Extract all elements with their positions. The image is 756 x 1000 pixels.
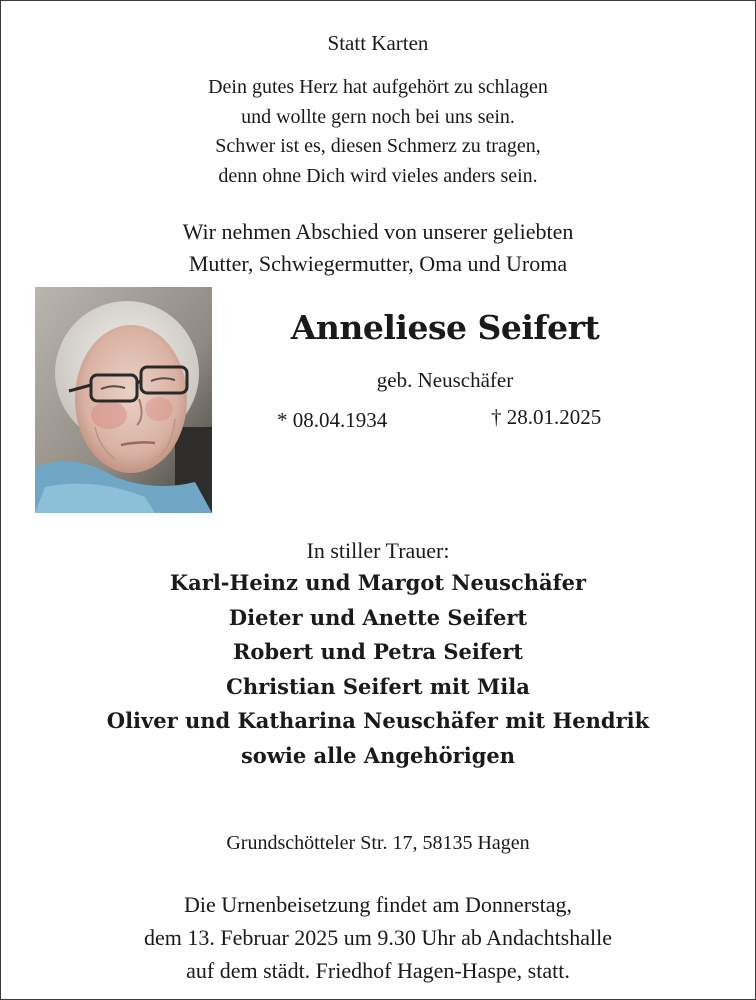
birth-date: * 08.04.1934 bbox=[277, 408, 388, 432]
memorial-poem bbox=[0, 73, 756, 191]
funeral-line: dem 13. Februar 2025 um 9.30 Uhr ab Andachtshalle bbox=[143, 925, 612, 950]
maiden-name: geb. Neuschäfer bbox=[376, 368, 514, 392]
funeral-line: Die Urnenbeisetzung findet am Donnerstag, bbox=[184, 892, 572, 917]
poem-line: und wollte gern noch bei uns sein. bbox=[241, 105, 515, 128]
deceased-portrait-photo bbox=[35, 287, 212, 513]
mourner-entry: sowie alle Angehörigen bbox=[240, 742, 516, 768]
poem-line: Dein gutes Herz hat aufgehört zu schlagen bbox=[208, 76, 548, 98]
portrait-image bbox=[35, 287, 212, 513]
mourners-list bbox=[0, 566, 756, 773]
poem-line: Schwer ist es, diesen Schmerz zu tragen, bbox=[215, 135, 541, 157]
intro-line: Mutter, Schwiegermutter, Oma und Uroma bbox=[188, 251, 568, 276]
funeral-details bbox=[0, 888, 756, 987]
grief-label: In stiller Trauer: bbox=[306, 538, 450, 563]
mourner-entry: Robert und Petra Seifert bbox=[232, 639, 524, 664]
funeral-line: auf dem städt. Friedhof Hagen-Haspe, statt. bbox=[186, 958, 570, 983]
farewell-intro bbox=[0, 216, 756, 280]
mourner-entry: Karl-Heinz und Margot Neuschäfer bbox=[169, 570, 587, 595]
mourner-entry: Dieter und Anette Seifert bbox=[228, 604, 528, 630]
death-date: † 28.01.2025 bbox=[491, 405, 602, 429]
intro-line: Wir nehmen Abschied von unserer geliebten bbox=[182, 219, 574, 244]
poem-line: denn ohne Dich wird vieles anders sein. bbox=[218, 164, 538, 187]
family-address: Grundschötteler Str. 17, 58135 Hagen bbox=[226, 832, 530, 854]
mourner-entry: Oliver und Katharina Neuschäfer mit Hendrik bbox=[106, 708, 650, 733]
mourner-entry: Christian Seifert mit Mila bbox=[226, 673, 530, 699]
notice-heading: Statt Karten bbox=[327, 31, 429, 55]
deceased-name: Anneliese Seifert bbox=[290, 308, 600, 347]
